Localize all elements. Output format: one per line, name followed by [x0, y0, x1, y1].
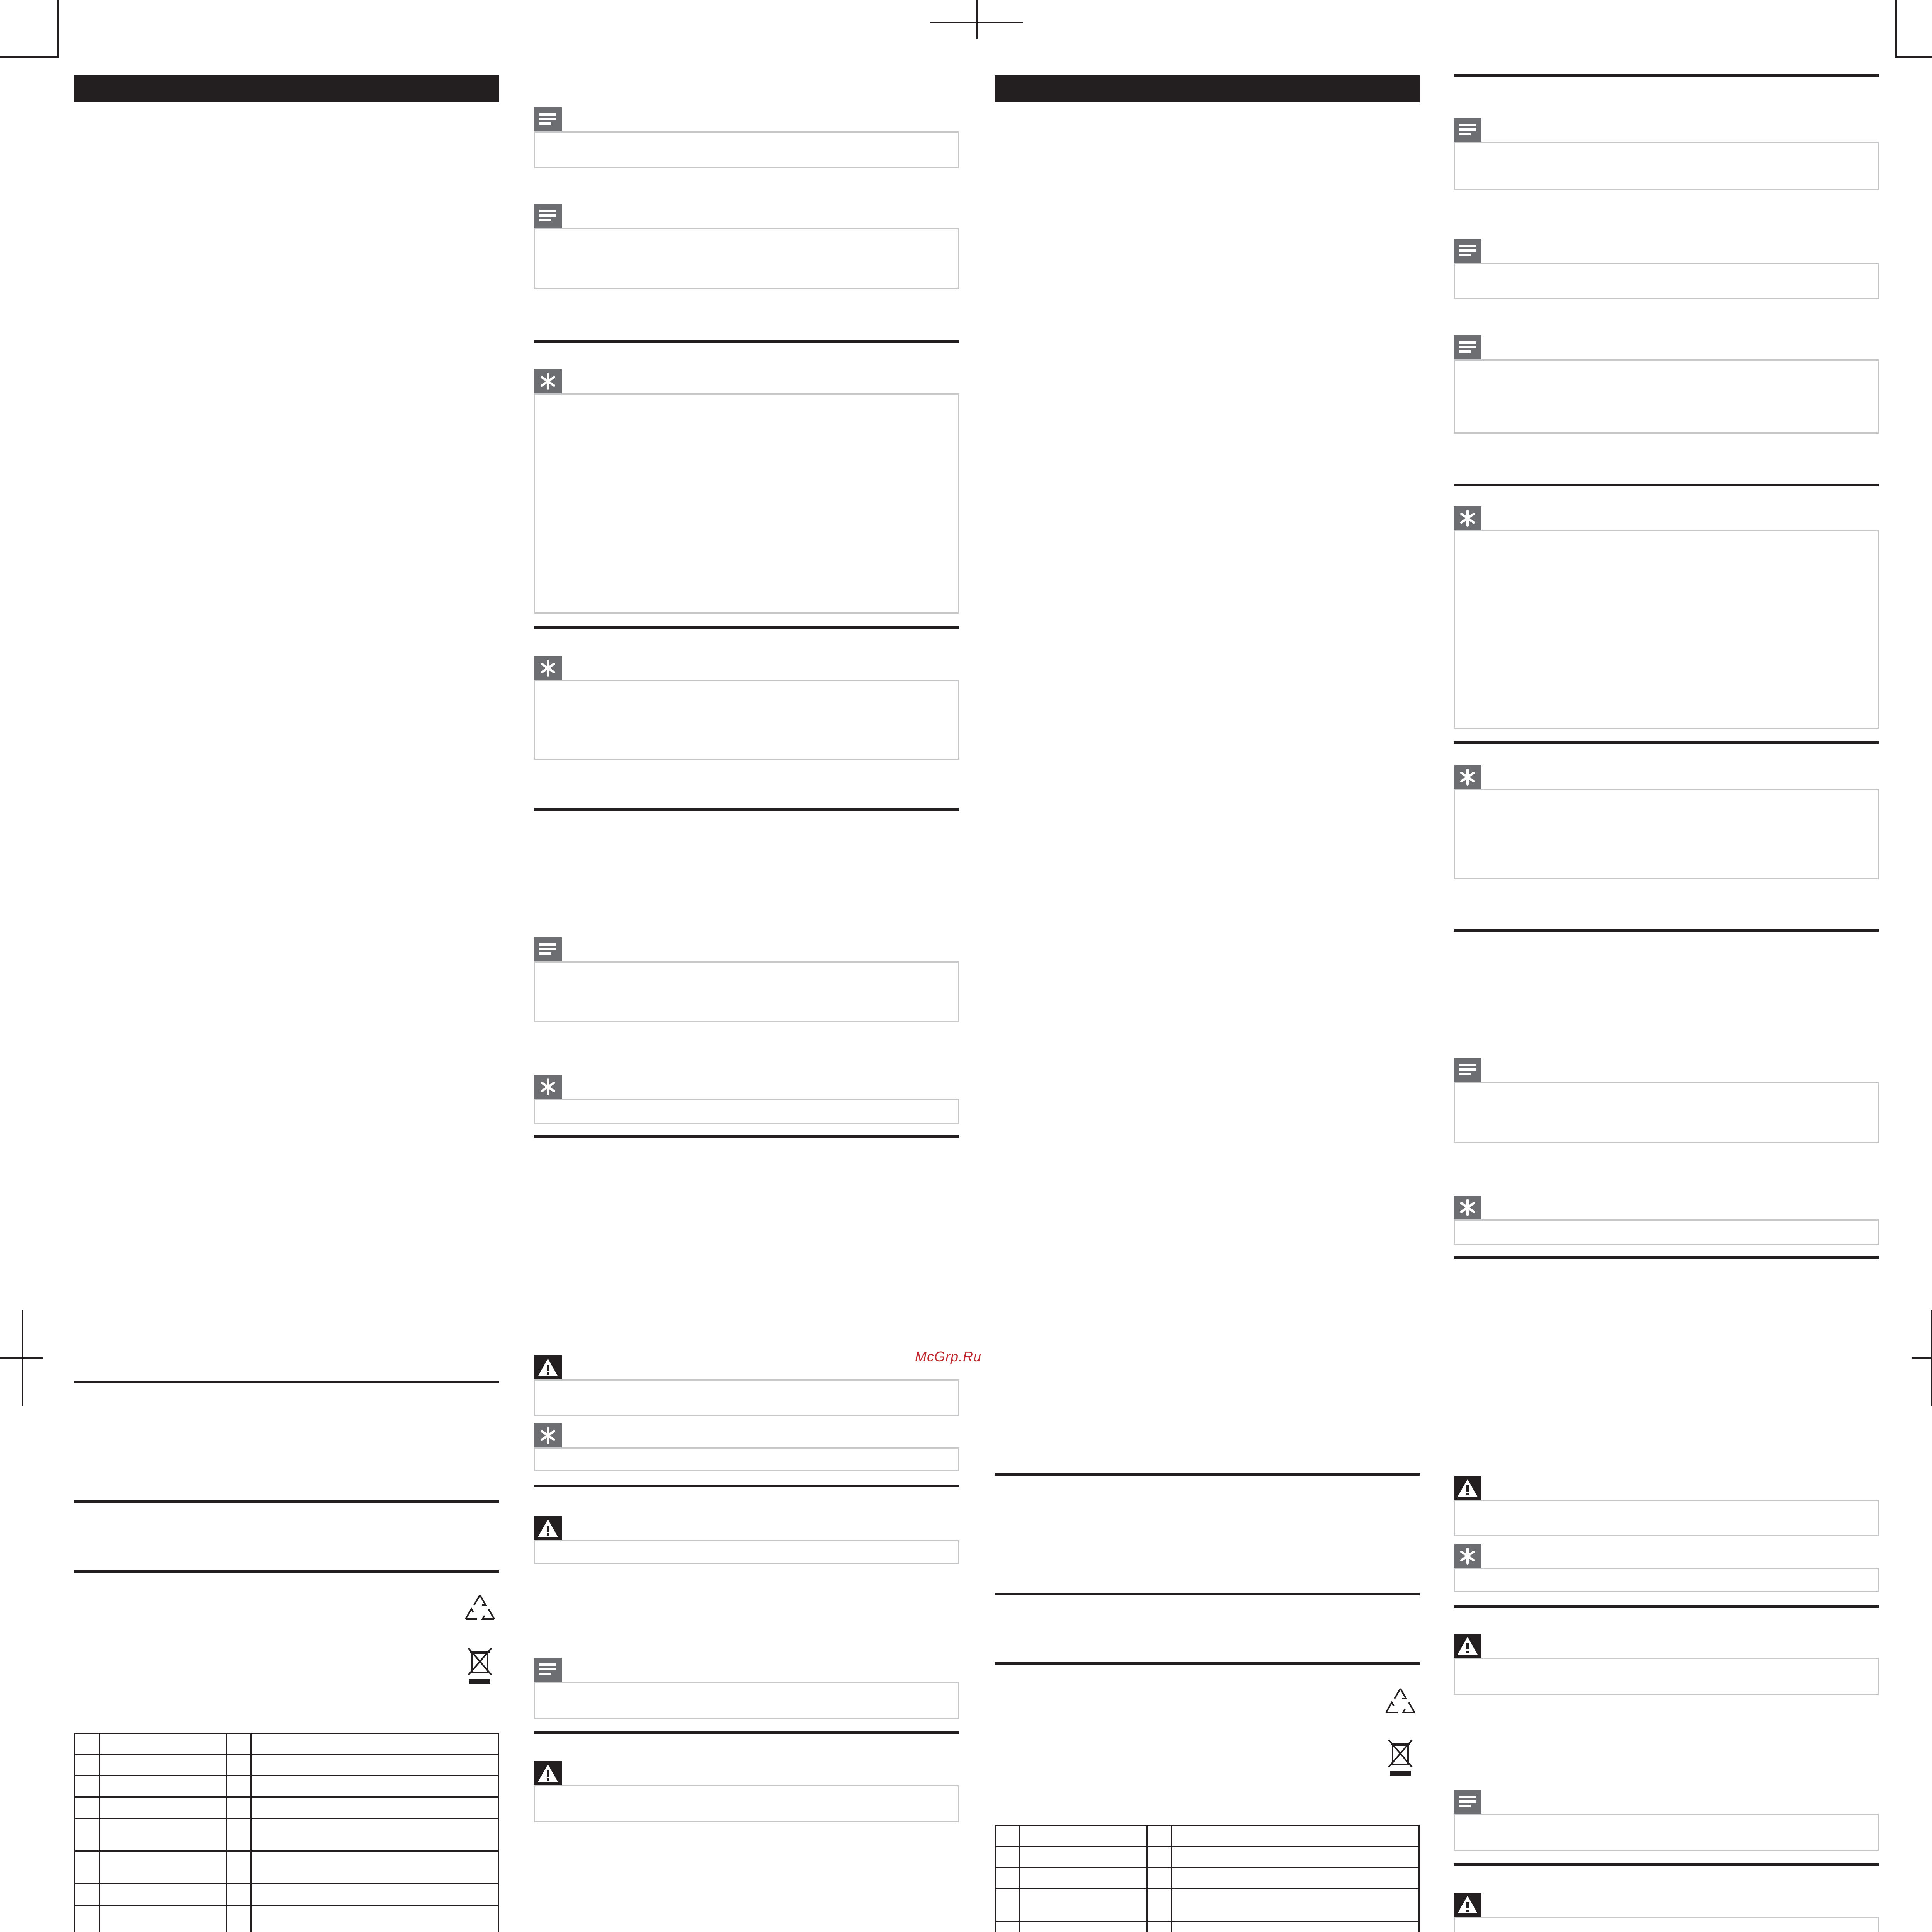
tip-box — [534, 680, 959, 760]
watermark: McGrp.Ru — [915, 1349, 982, 1364]
tip-box — [1454, 530, 1879, 729]
section-rule — [534, 1135, 959, 1138]
warning-box — [534, 1540, 959, 1564]
asterisk-tip-icon — [534, 1075, 562, 1099]
section-rule — [1454, 1256, 1879, 1259]
registration-mark — [22, 1310, 23, 1406]
asterisk-tip-icon — [534, 656, 562, 680]
registration-mark — [1912, 1357, 1932, 1359]
crop-mark — [57, 0, 59, 58]
section-rule — [534, 808, 959, 811]
note-box — [1454, 142, 1879, 190]
note-lines-icon — [1454, 239, 1481, 263]
registration-mark — [0, 1357, 43, 1359]
note-box — [1454, 263, 1879, 299]
tip-box — [1454, 789, 1879, 879]
section-rule — [995, 1662, 1420, 1665]
warning-triangle-icon — [534, 1516, 562, 1540]
warning-box — [1454, 1658, 1879, 1695]
section-rule — [1454, 484, 1879, 486]
registration-mark — [976, 0, 978, 39]
section-rule — [1454, 1605, 1879, 1608]
asterisk-tip-icon — [1454, 506, 1481, 530]
warning-triangle-icon — [534, 1355, 562, 1379]
recycle-icon — [463, 1592, 497, 1627]
crop-mark — [0, 56, 58, 58]
warning-box — [1454, 1917, 1879, 1932]
section-rule — [534, 1485, 959, 1487]
note-box — [534, 961, 959, 1022]
asterisk-tip-icon — [1454, 1544, 1481, 1568]
section-rule — [74, 1500, 499, 1503]
section-header-bar — [995, 75, 1420, 102]
asterisk-tip-icon — [534, 369, 562, 393]
note-lines-icon — [534, 1658, 562, 1682]
tip-box — [1454, 1219, 1879, 1245]
note-lines-icon — [1454, 118, 1481, 142]
note-lines-icon — [1454, 1790, 1481, 1814]
section-rule — [995, 1473, 1420, 1476]
note-box — [534, 131, 959, 168]
warning-box — [534, 1379, 959, 1416]
warning-box — [1454, 1500, 1879, 1536]
note-lines-icon — [1454, 1058, 1481, 1082]
note-lines-icon — [534, 107, 562, 131]
section-rule — [1454, 929, 1879, 932]
section-rule — [1454, 74, 1879, 77]
note-lines-icon — [1454, 335, 1481, 359]
column-1 — [74, 0, 499, 1932]
note-box — [1454, 1814, 1879, 1851]
tip-box — [534, 1447, 959, 1471]
note-box — [534, 228, 959, 289]
section-rule — [534, 1731, 959, 1734]
note-lines-icon — [534, 204, 562, 228]
section-rule — [1454, 1863, 1879, 1866]
info-table — [74, 1733, 499, 1932]
crop-mark — [1896, 56, 1932, 58]
section-rule — [74, 1381, 499, 1383]
column-3 — [995, 0, 1420, 1932]
asterisk-tip-icon — [1454, 1196, 1481, 1219]
section-rule — [534, 626, 959, 629]
column-4 — [1454, 0, 1879, 1932]
column-2 — [534, 0, 959, 1932]
warning-box — [534, 1785, 959, 1822]
tip-box — [534, 1099, 959, 1124]
asterisk-tip-icon — [534, 1423, 562, 1447]
warning-triangle-icon — [534, 1761, 562, 1785]
tip-box — [1454, 1568, 1879, 1592]
section-rule — [1454, 741, 1879, 744]
tip-box — [534, 393, 959, 614]
section-rule — [74, 1570, 499, 1573]
section-rule — [995, 1593, 1420, 1595]
crop-mark — [1895, 0, 1897, 58]
crossed-wheelie-bin-icon — [1387, 1738, 1414, 1777]
section-rule — [534, 340, 959, 343]
note-box — [534, 1682, 959, 1719]
note-lines-icon — [534, 937, 562, 961]
crossed-wheelie-bin-icon — [466, 1646, 493, 1685]
recycle-icon — [1383, 1685, 1418, 1720]
warning-triangle-icon — [1454, 1634, 1481, 1658]
note-box — [1454, 359, 1879, 434]
warning-triangle-icon — [1454, 1893, 1481, 1917]
note-box — [1454, 1082, 1879, 1143]
info-table — [995, 1825, 1420, 1932]
section-header-bar — [74, 75, 499, 102]
asterisk-tip-icon — [1454, 765, 1481, 789]
warning-triangle-icon — [1454, 1476, 1481, 1500]
